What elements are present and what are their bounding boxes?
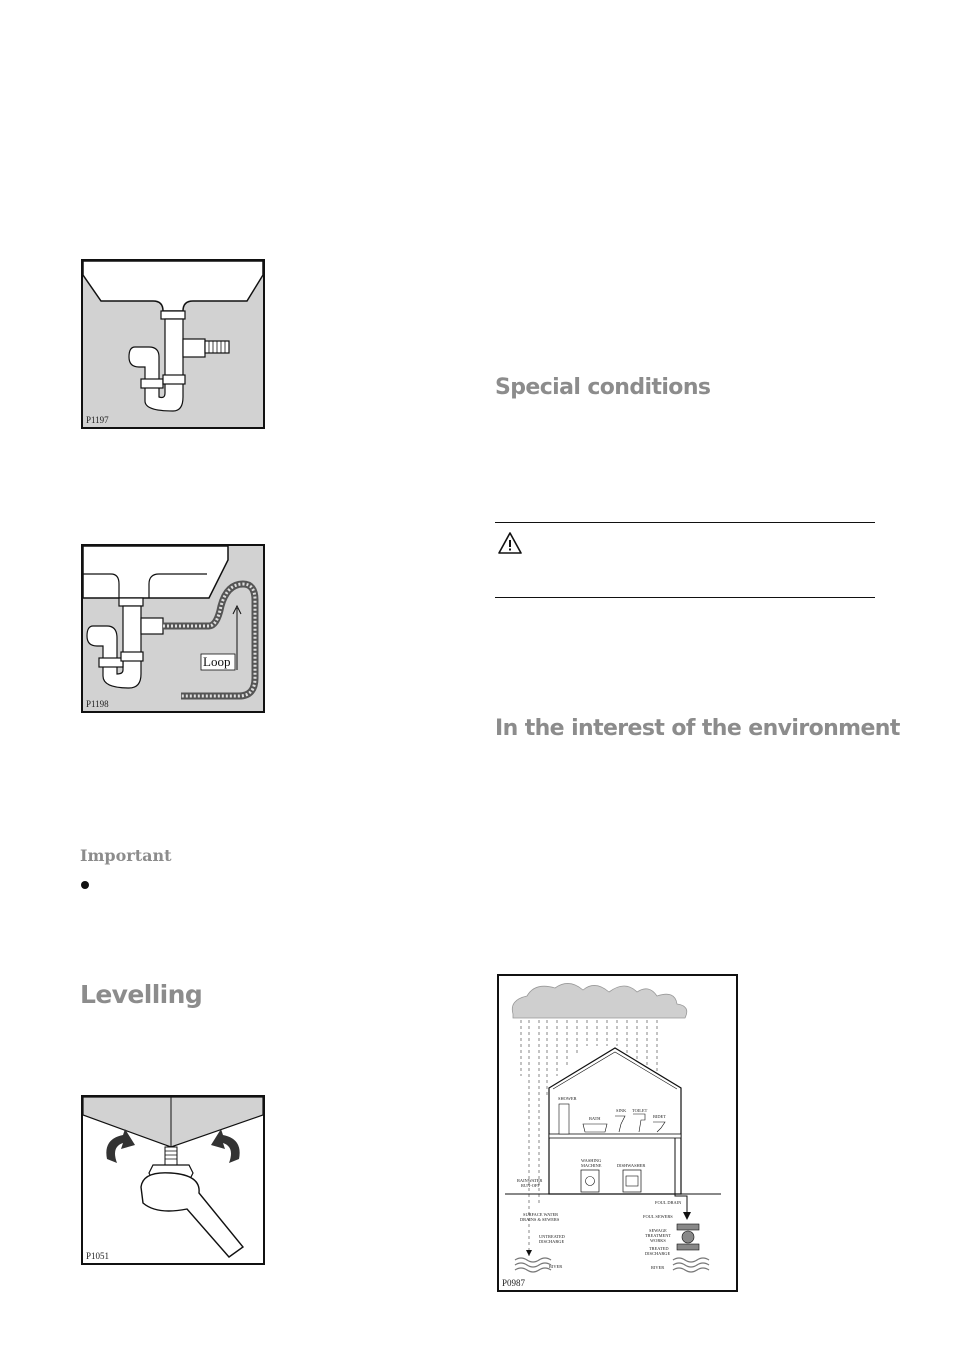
label-sewage-2: TREATMENT — [645, 1233, 672, 1238]
important-heading: Important — [80, 846, 172, 865]
levelling-heading: Levelling — [80, 980, 203, 1009]
label-surface-water-2: DRAINS & SEWERS — [520, 1217, 560, 1222]
label-shower: SHOWER — [558, 1096, 577, 1101]
figure-code: P0987 — [502, 1278, 526, 1288]
drainage-diagram — [499, 976, 736, 1290]
sink-loop-illustration — [83, 546, 263, 711]
label-untreated: UNTREATED — [539, 1234, 565, 1239]
label-surface-water: SURFACE WATER — [523, 1212, 559, 1217]
label-untreated-2: DISCHARGE — [539, 1239, 565, 1244]
environment-heading: In the interest of the environment — [495, 716, 900, 741]
label-river-right: RIVER — [651, 1265, 665, 1270]
label-foul-sewers: FOUL SEWERS — [643, 1214, 673, 1219]
figure-code: P1051 — [86, 1251, 110, 1261]
label-washing-machine-2: MACHINE — [581, 1163, 602, 1168]
bullet-icon — [81, 881, 89, 889]
label-washing-machine: WASHING — [581, 1158, 602, 1163]
drainage-figure — [497, 974, 738, 1292]
label-dishwasher: DISHWASHER — [617, 1163, 646, 1168]
label-rainwater: RAINWATER — [517, 1178, 543, 1183]
label-foul-drain: FOUL DRAIN — [655, 1200, 682, 1205]
loop-label: Loop — [203, 654, 231, 669]
warning-triangle-icon — [497, 531, 523, 555]
special-conditions-heading: Special conditions — [495, 375, 711, 400]
warning-bottom-rule — [495, 597, 875, 598]
label-treated: TREATED — [649, 1246, 669, 1251]
label-toilet: TOILET — [632, 1108, 648, 1113]
label-sewage-3: WORKS — [650, 1238, 666, 1243]
figure-code: P1198 — [86, 699, 109, 709]
levelling-illustration — [83, 1097, 263, 1263]
label-river-left: RIVER — [549, 1264, 563, 1269]
levelling-figure — [81, 1095, 265, 1265]
label-bath: BATH — [589, 1116, 601, 1121]
label-sewage: SEWAGE — [649, 1228, 667, 1233]
warning-top-rule — [495, 522, 875, 523]
sink-loop-figure — [81, 544, 265, 713]
sink-trap-figure — [81, 259, 265, 429]
figure-code: P1197 — [86, 415, 109, 425]
label-bidet: BIDET — [653, 1114, 666, 1119]
label-treated-2: DISCHARGE — [645, 1251, 671, 1256]
label-rainwater-2: RUN-OFF — [521, 1183, 540, 1188]
sink-trap-illustration — [83, 261, 263, 427]
label-sink: SINK — [616, 1108, 627, 1113]
